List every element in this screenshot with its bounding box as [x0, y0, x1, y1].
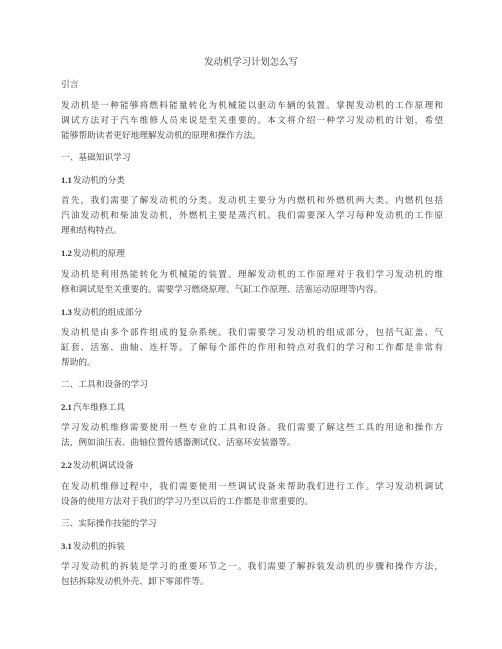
- paragraph-line: 帮助的。: [61, 358, 96, 368]
- subsection-2-2-paragraph: [61, 480, 443, 510]
- paragraph-line: 学习发动机维修需要使用一些专业的工具和设备。我们需要了解这些工具的用途和操作方: [61, 423, 443, 433]
- subsection-1-2-heading: [61, 246, 443, 261]
- paragraph-line: 设备的使用方法对于我们的学习乃至以后的工作都是非常重要的。: [61, 497, 313, 507]
- subsection-title: 发动机的拆装: [72, 542, 125, 552]
- subsection-1-3-heading: [61, 305, 443, 320]
- subsection-number: 3.1: [61, 541, 72, 551]
- subsection-1-1-heading: [61, 173, 443, 188]
- subsection-title: 发动机的组成部分: [72, 308, 143, 318]
- section-2-heading: 二、工具和设备的学习: [61, 380, 148, 390]
- document-title: 发动机学习计划怎么写: [204, 57, 298, 68]
- paragraph-line: 发动机是一种能够将燃料能量转化为机械能以驱动车辆的装置。掌握发动机的工作原理和: [61, 101, 443, 111]
- paragraph-line: 发动机是利用热能转化为机械能的装置。理解发动机的工作原理对于我们学习发动机的维: [61, 270, 443, 280]
- paragraph-line: 能够帮助读者更好地理解发动机的原理和操作方法。: [61, 131, 261, 141]
- subsection-number: 2.2: [61, 460, 72, 470]
- paragraph-line: 首先，我们需要了解发动机的分类。发动机主要分为内燃机和外燃机两大类。内燃机包括: [61, 196, 443, 206]
- paragraph-line: 在发动机维修过程中，我们需要使用一些调试设备来帮助我们进行工作。学习发动机调试: [61, 482, 443, 492]
- subsection-2-2-heading: [61, 458, 443, 473]
- paragraph-line: 包括拆除发动机外壳、卸下零部件等。: [61, 577, 209, 587]
- subsection-number: 2.1: [61, 402, 72, 412]
- subsection-number: 1.3: [61, 307, 72, 317]
- paragraph-line: 修和调试是至关重要的。需要学习燃烧原理、气缸工作原理、活塞运动原理等内容。: [61, 285, 383, 295]
- subsection-title: 汽车维修工具: [72, 403, 125, 413]
- subsection-number: 1.1: [61, 175, 72, 185]
- subsection-2-1-paragraph: [61, 421, 443, 451]
- paragraph-line: 学习发动机的拆装是学习的重要环节之一。我们需要了解拆装发动机的步骤和操作方法，: [61, 562, 443, 572]
- subsection-title: 发动机的原理: [72, 249, 125, 259]
- subsection-1-1-paragraph: [61, 194, 443, 239]
- paragraph-line: 理和结构特点。: [61, 226, 122, 236]
- subsection-1-3-paragraph: [61, 326, 443, 371]
- subsection-3-1-heading: [61, 539, 443, 554]
- intro-heading: 引言: [61, 80, 79, 90]
- section-3-heading: 三、实际操作技能的学习: [61, 519, 157, 529]
- section-1-heading: 一、基础知识学习: [61, 153, 131, 163]
- subsection-3-1-paragraph: [61, 560, 443, 590]
- paragraph-line: 缸套、活塞、曲轴、连杆等。了解每个部件的作用和特点对我们的学习和工作都是非常有: [61, 343, 443, 353]
- subsection-title: 发动机的分类: [72, 176, 125, 186]
- subsection-number: 1.2: [61, 248, 72, 258]
- paragraph-line: 法，例如油压表、曲轴位置传感器测试仪、活塞环安装器等。: [61, 438, 296, 448]
- subsection-1-2-paragraph: [61, 268, 443, 298]
- paragraph-line: 调试方法对于汽车维修人员来说是至关重要的。本文将介绍一种学习发动机的计划，希望: [61, 116, 443, 126]
- subsection-title: 发动机调试设备: [72, 461, 134, 471]
- paragraph-line: 汽油发动机和柴油发动机，外燃机主要是蒸汽机。我们需要深入学习每种发动机的工作原: [61, 211, 443, 221]
- paragraph-line: 发动机是由多个部件组成的复杂系统。我们需要学习发动机的组成部分，包括气缸盖、气: [61, 328, 443, 338]
- subsection-2-1-heading: [61, 400, 443, 415]
- intro-paragraph: [61, 99, 443, 144]
